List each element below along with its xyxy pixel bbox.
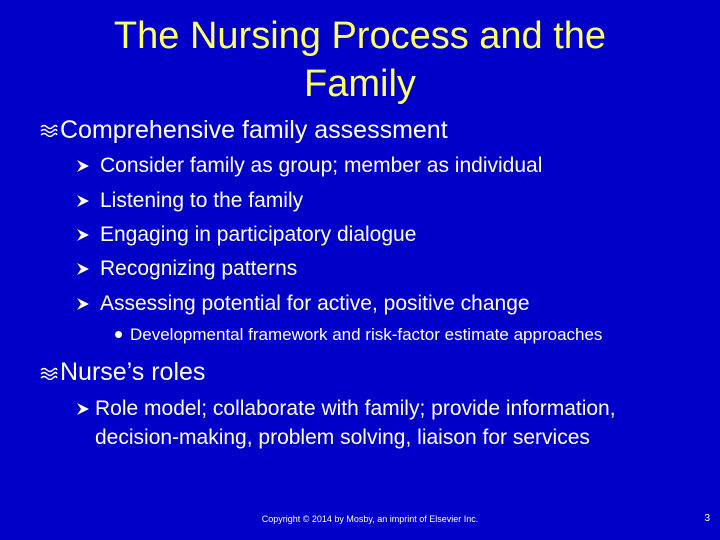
list-item: Listening to the family (100, 189, 304, 212)
list-item: Consider family as group; member as individual (100, 154, 543, 177)
wavy-bullet-icon (40, 366, 58, 380)
slide-title: The Nursing Process and the Family (113, 15, 607, 105)
sub-list-item: Developmental framework and risk-factor estimate approaches (130, 325, 603, 344)
section-heading-roles: Nurse’s roles (60, 358, 206, 386)
section-heading-assessment: Comprehensive family assessment (60, 116, 448, 144)
arrowhead-bullet-icon (76, 194, 90, 208)
list-item: Assessing potential for active, positive change (100, 292, 530, 315)
page-number: 3 (704, 513, 710, 524)
list-item: Role model; collaborate with family; provide information, decision-making, problem solving, liaison for services (95, 397, 616, 449)
arrowhead-bullet-icon (76, 228, 90, 242)
arrowhead-bullet-icon (76, 159, 90, 173)
wavy-bullet-icon (40, 123, 58, 137)
copyright-footer: Copyright © 2014 by Mosby, an imprint of Elsevier Inc. (261, 514, 479, 524)
arrowhead-bullet-icon (76, 262, 90, 276)
arrowhead-bullet-icon (76, 297, 90, 311)
list-item: Engaging in participatory dialogue (100, 223, 417, 246)
dot-bullet-icon (115, 331, 122, 338)
list-item: Recognizing patterns (100, 257, 298, 280)
arrowhead-bullet-icon (76, 402, 90, 416)
